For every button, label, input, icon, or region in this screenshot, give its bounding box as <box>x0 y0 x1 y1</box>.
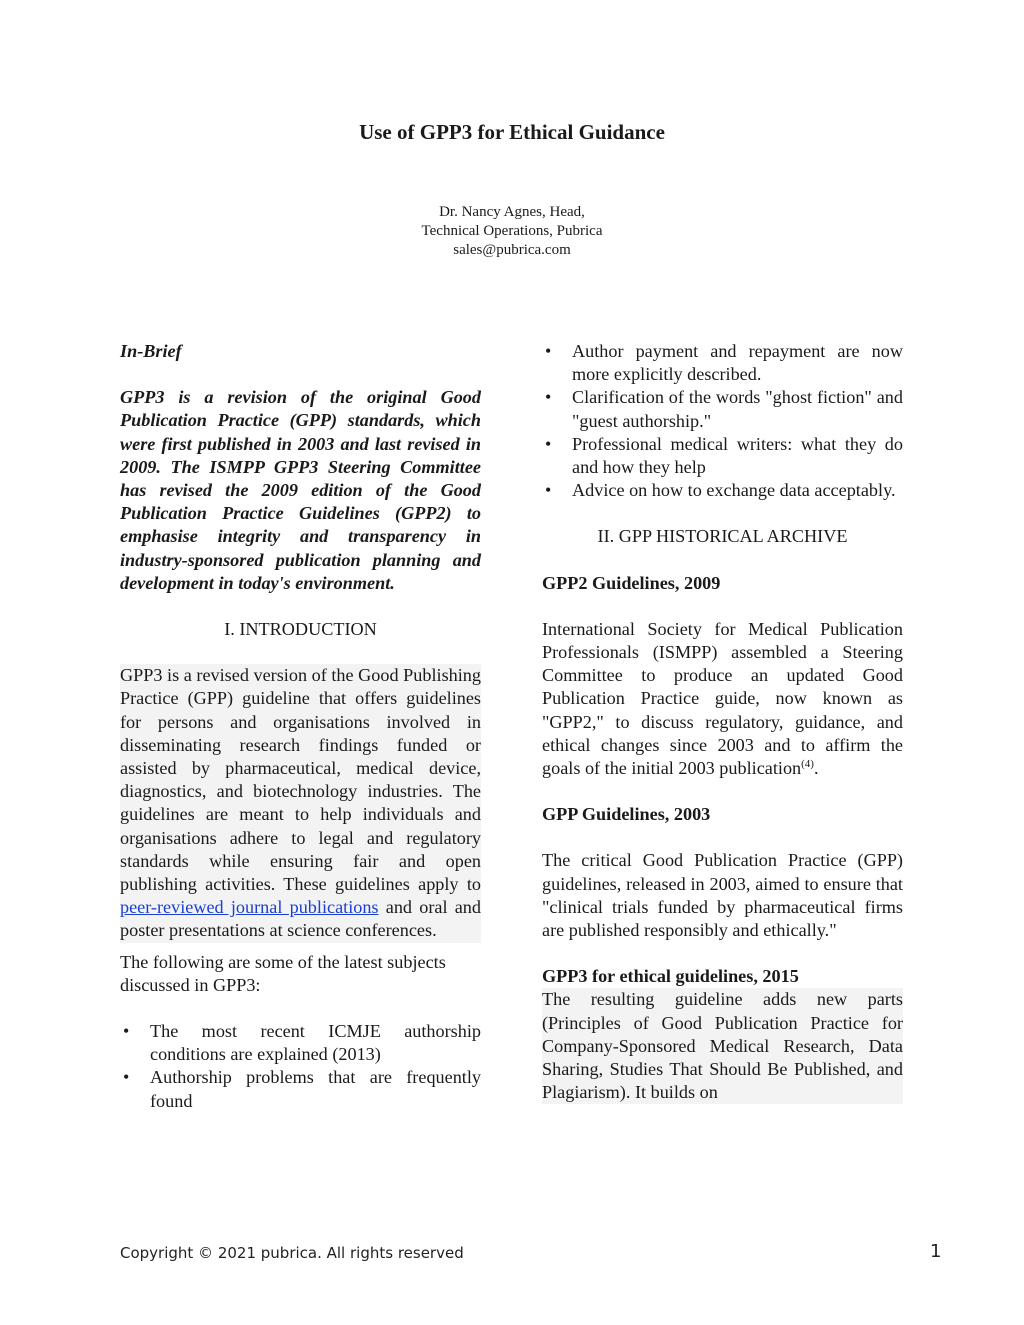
paper-title: Use of GPP3 for Ethical Guidance <box>359 120 665 144</box>
introduction-heading: I. INTRODUCTION <box>224 619 377 640</box>
author-email: sales@pubrica.com <box>453 242 571 258</box>
left-bullet-list <box>120 1020 481 1113</box>
list-item: • Clarification of the words "ghost fiction" and "guest authorship." <box>542 386 903 432</box>
gpp-heading: GPP Guidelines, 2003 <box>542 804 711 825</box>
list-item: • Author payment and repayment are now more explicitly described. <box>542 340 903 386</box>
author-block <box>0 203 1024 260</box>
gpp3-paragraph: The resulting guideline adds new parts (Principles of Good Publication Practice for Company-Sponsored Medical Research, Data Sharing, Studies That Should Be Published, and Plagiarism). It builds on <box>542 988 903 1104</box>
in-brief-text: GPP3 is a revision of the original Good Publication Practice (GPP) standards, which were first published in 2003 and last revised in 2009. The ISMPP GPP3 Steering Committee has revised the 2009 edition of the Good Publication Practice Guidelines (GPP2) to emphasise integrity and transparency in industry-sponsored publication planning and development in today's environment. <box>120 387 481 593</box>
right-column <box>542 340 903 1104</box>
gpp2-heading: GPP2 Guidelines, 2009 <box>542 572 721 593</box>
list-item: • Professional medical writers: what they do and how they help <box>542 433 903 479</box>
gpp2-text: International Society for Medical Publication Professionals (ISMPP) assembled a Steering Committee to produce an updated Good Publication Practice guide, now known as "GPP2," to discuss regulatory, guidance, and ethical changes since 2003 and to affirm the goals of the initial 2003 publication <box>542 618 903 779</box>
gpp2-paragraph <box>542 618 903 780</box>
peer-reviewed-link[interactable]: peer-reviewed journal publications <box>120 897 379 918</box>
intro-text-a: GPP3 is a revised version of the Good Publishing Practice (GPP) guideline that offers guidelines for persons and organisations involved in disseminating research findings funded or assisted by pharmaceutical, medical device, diagnostics, and biotechnology industries. The guidelines are meant to help individuals and organisations adhere to legal and regulatory standards while ensuring fair and open publishing activities. These guidelines apply to <box>120 665 481 895</box>
intro-text-b: and oral and poster presentations at science conferences. <box>120 897 481 941</box>
in-brief-heading: In-Brief <box>120 341 182 361</box>
introduction-paragraph <box>120 664 481 942</box>
list-item: • Authorship problems that are frequently found <box>120 1066 481 1112</box>
right-bullet-list <box>542 340 903 502</box>
gpp2-reference: (4) <box>801 757 814 770</box>
copyright-footer: Copyright © 2021 pubrica. All rights reserved <box>120 1244 464 1262</box>
page-number: 1 <box>930 1241 942 1262</box>
list-item: • Advice on how to exchange data acceptably. <box>542 479 903 502</box>
left-column <box>120 340 481 1113</box>
gpp2-end: . <box>813 758 819 779</box>
gpp-paragraph: The critical Good Publication Practice (GPP) guidelines, released in 2003, aimed to ensure that "clinical trials funded by pharmaceutical firms are published responsibly and ethically." <box>542 850 903 941</box>
gpp3-heading: GPP3 for ethical guidelines, 2015 <box>542 966 799 987</box>
list-item: • The most recent ICMJE authorship conditions are explained (2013) <box>120 1020 481 1066</box>
author-name: Dr. Nancy Agnes, Head, <box>439 204 585 220</box>
subjects-intro: The following are some of the latest subjects discussed in GPP3: <box>120 951 446 995</box>
author-affiliation: Technical Operations, Pubrica <box>421 223 603 239</box>
archive-heading: II. GPP HISTORICAL ARCHIVE <box>597 526 848 547</box>
